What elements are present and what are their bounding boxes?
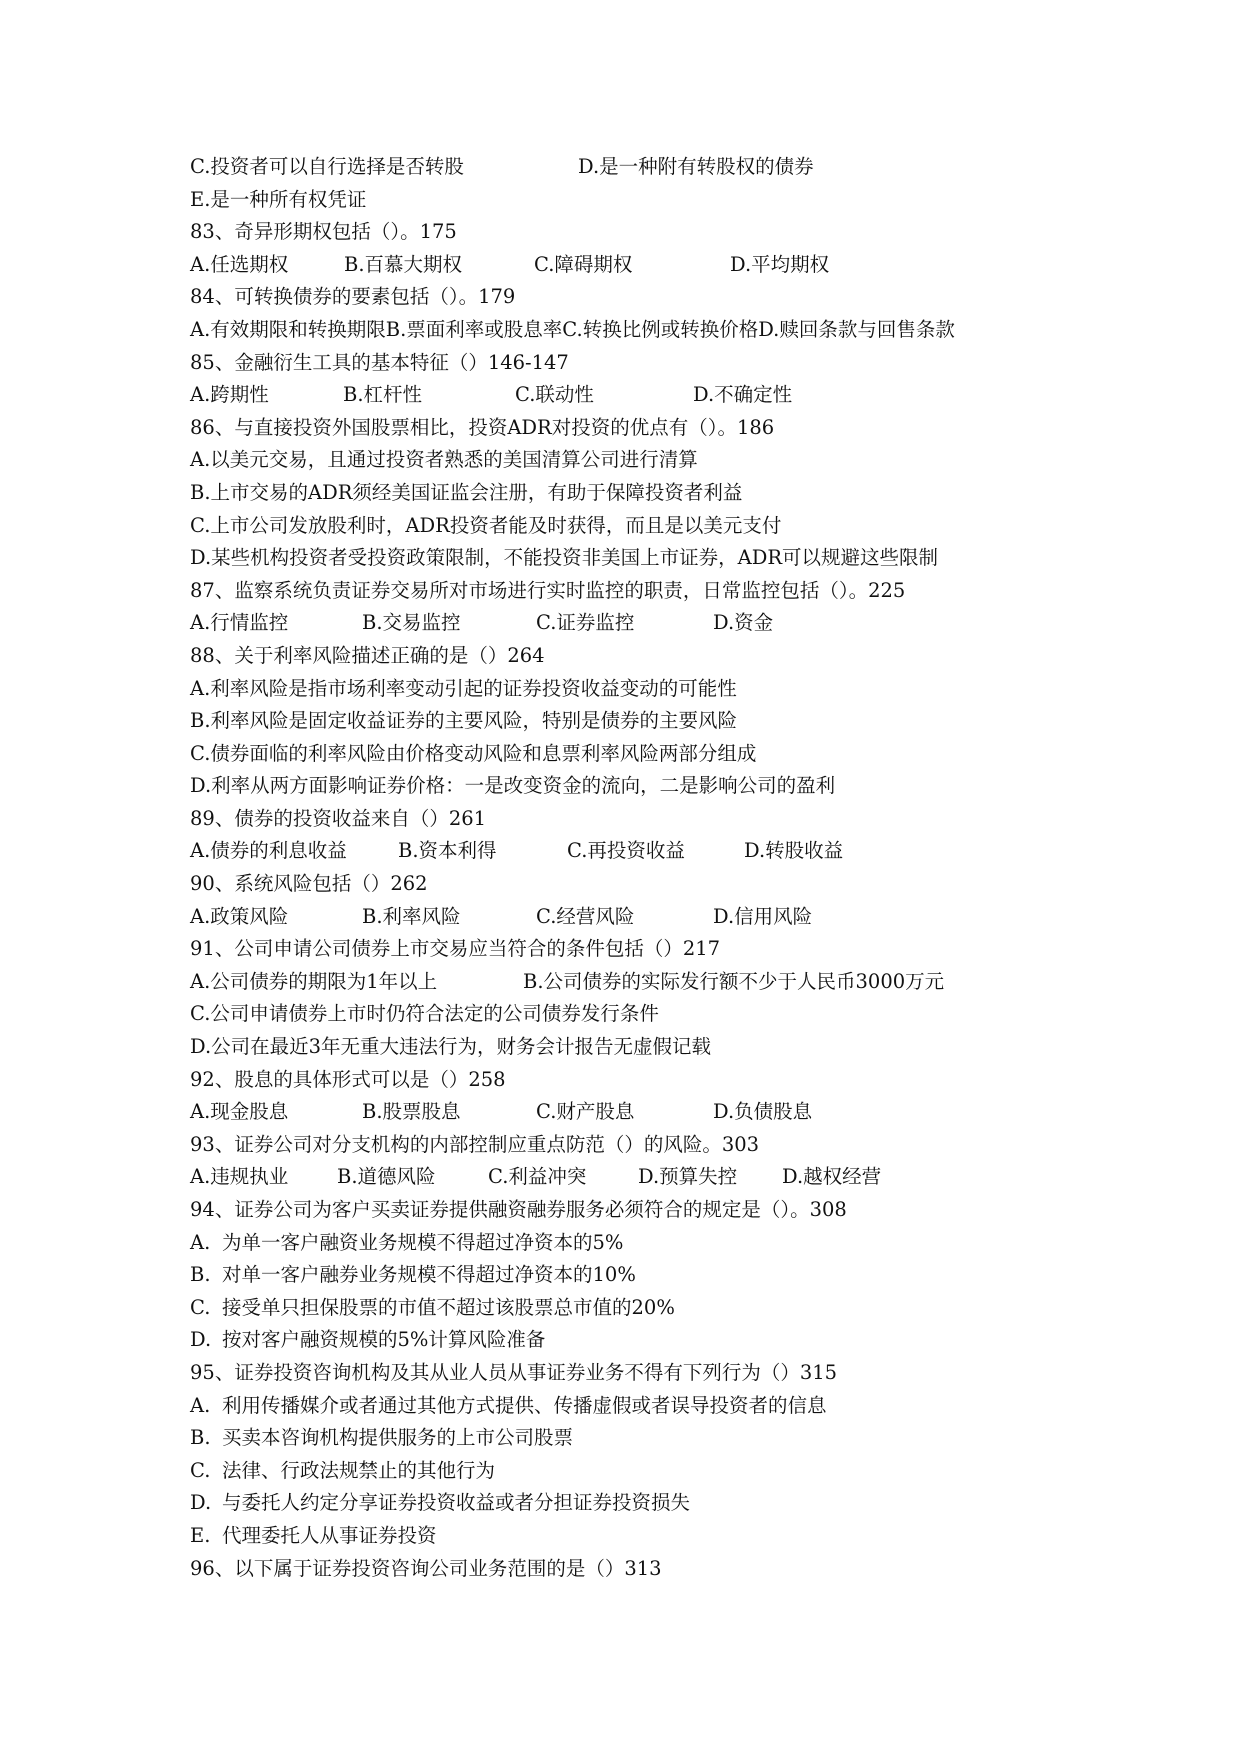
text-line xyxy=(190,314,1090,347)
text-segment: C.债券面临的利率风险由价格变动风险和息票利率风险两部分组成 xyxy=(190,741,757,765)
text-segment: D.越权经营 xyxy=(782,1165,882,1189)
text-segment: E.是一种所有权凭证 xyxy=(190,187,367,211)
text-segment: A.现金股息 xyxy=(190,1100,289,1124)
text-segment: A.利率风险是指市场利率变动引起的证券投资收益变动的可能性 xyxy=(190,676,737,700)
text-segment: D.信用风险 xyxy=(713,904,813,928)
text-line xyxy=(190,1096,1090,1129)
text-segment: A. xyxy=(190,1230,211,1254)
text-line xyxy=(190,347,1090,380)
text-segment: D.资金 xyxy=(713,611,774,635)
text-line xyxy=(190,542,1090,575)
text-segment: 对单一客户融券业务规模不得超过净资本的10% xyxy=(222,1263,636,1287)
text-segment: B.利率风险 xyxy=(362,904,461,928)
text-line xyxy=(190,444,1090,477)
text-segment: D.预算失控 xyxy=(638,1165,738,1189)
text-segment: B. xyxy=(190,1263,211,1287)
text-segment: 法律、行政法规禁止的其他行为 xyxy=(222,1458,496,1482)
text-segment: A. xyxy=(190,1393,211,1417)
text-segment: A.任选期权 xyxy=(190,252,289,276)
text-segment: B.利率风险是固定收益证券的主要风险，特别是债券的主要风险 xyxy=(190,709,738,733)
text-segment: A.有效期限和转换期限B.票面利率或股息率C.转换比例或转换价格D.赎回条款与回售条款 xyxy=(190,317,955,341)
text-segment: 与委托人约定分享证券投资收益或者分担证券投资损失 xyxy=(222,1491,691,1515)
document-body xyxy=(190,151,1090,1585)
text-segment: C.上市公司发放股利时，ADR投资者能及时获得，而且是以美元支付 xyxy=(190,513,782,537)
text-segment: A.公司债券的期限为1年以上 xyxy=(190,969,438,993)
text-segment: 93、证券公司对分支机构的内部控制应重点防范（）的风险。303 xyxy=(190,1132,760,1156)
text-segment: 96、以下属于证券投资咨询公司业务范围的是（）313 xyxy=(190,1556,662,1580)
text-segment: D.转股收益 xyxy=(744,839,844,863)
text-segment: 接受单只担保股票的市值不超过该股票总市值的20% xyxy=(222,1295,675,1319)
text-line xyxy=(190,1031,1090,1064)
text-segment: C.证券监控 xyxy=(536,611,635,635)
text-segment: 87、监察系统负责证券交易所对市场进行实时监控的职责，日常监控包括（）。225 xyxy=(190,578,906,602)
text-segment: 90、系统风险包括（）262 xyxy=(190,872,428,896)
text-segment: C.利益冲突 xyxy=(488,1165,587,1189)
text-line xyxy=(190,1357,1090,1390)
text-segment: D.公司在最近3年无重大违法行为，财务会计报告无虚假记载 xyxy=(190,1035,712,1059)
text-line xyxy=(190,933,1090,966)
text-segment: A.政策风险 xyxy=(190,904,289,928)
text-segment: 88、关于利率风险描述正确的是（）264 xyxy=(190,643,545,667)
text-segment: 按对客户融资规模的5%计算风险准备 xyxy=(222,1328,546,1352)
text-line xyxy=(190,575,1090,608)
text-line xyxy=(190,803,1090,836)
text-line xyxy=(190,1455,1090,1488)
text-line xyxy=(190,966,1090,999)
text-segment: 86、与直接投资外国股票相比，投资ADR对投资的优点有（）。186 xyxy=(190,415,775,439)
text-line xyxy=(190,151,1090,184)
text-segment: D. xyxy=(190,1491,212,1515)
text-line xyxy=(190,868,1090,901)
text-segment: B.公司债券的实际发行额不少于人民币3000万元 xyxy=(523,969,945,993)
text-segment: 94、证券公司为客户买卖证券提供融资融券服务必须符合的规定是（）。308 xyxy=(190,1198,847,1221)
text-segment: 89、债券的投资收益来自（）261 xyxy=(190,806,487,830)
text-segment: D.平均期权 xyxy=(730,252,830,276)
text-line xyxy=(190,1520,1090,1553)
text-segment: C.投资者可以自行选择是否转股 xyxy=(190,155,464,178)
text-segment: D.是一种附有转股权的债券 xyxy=(578,155,814,178)
text-line xyxy=(190,673,1090,706)
text-line xyxy=(190,901,1090,934)
text-line xyxy=(190,1227,1090,1260)
text-line xyxy=(190,640,1090,673)
text-segment: C.财产股息 xyxy=(536,1100,635,1124)
text-segment: D.不确定性 xyxy=(693,383,793,407)
text-segment: 利用传播媒介或者通过其他方式提供、传播虚假或者误导投资者的信息 xyxy=(222,1393,827,1417)
text-line xyxy=(190,1064,1090,1097)
text-line xyxy=(190,1194,1090,1227)
text-line xyxy=(190,1161,1090,1194)
text-segment: C.公司申请债券上市时仍符合法定的公司债券发行条件 xyxy=(190,1002,659,1026)
text-line xyxy=(190,1390,1090,1423)
text-segment: C.再投资收益 xyxy=(567,839,685,863)
text-segment: B.道德风险 xyxy=(337,1165,436,1189)
text-line xyxy=(190,216,1090,249)
text-segment: 代理委托人从事证券投资 xyxy=(222,1523,437,1547)
text-segment: E. xyxy=(190,1523,211,1547)
text-line xyxy=(190,1292,1090,1325)
text-line xyxy=(190,412,1090,445)
text-segment: D.利率从两方面影响证券价格：一是改变资金的流向，二是影响公司的盈利 xyxy=(190,774,836,798)
text-segment: B. xyxy=(190,1426,211,1450)
text-segment: B.资本利得 xyxy=(398,839,497,863)
text-line xyxy=(190,477,1090,510)
text-segment: D.负债股息 xyxy=(713,1100,813,1124)
text-segment: D. xyxy=(190,1328,212,1352)
text-line xyxy=(190,998,1090,1031)
text-line xyxy=(190,835,1090,868)
text-line xyxy=(190,607,1090,640)
text-segment: A.以美元交易，且通过投资者熟悉的美国清算公司进行清算 xyxy=(190,448,698,472)
text-segment: 91、公司申请公司债券上市交易应当符合的条件包括（）217 xyxy=(190,937,721,961)
text-segment: 83、奇异形期权包括（）。175 xyxy=(190,220,457,244)
text-segment: B.杠杆性 xyxy=(343,383,423,407)
text-segment: 95、证券投资咨询机构及其从业人员从事证券业务不得有下列行为（）315 xyxy=(190,1360,838,1384)
text-segment: 买卖本咨询机构提供服务的上市公司股票 xyxy=(222,1426,574,1450)
text-segment: B.交易监控 xyxy=(362,611,461,635)
text-segment: C.障碍期权 xyxy=(534,252,633,276)
text-line xyxy=(190,281,1090,314)
text-segment: C.经营风险 xyxy=(536,904,635,928)
text-line xyxy=(190,705,1090,738)
text-line xyxy=(190,1129,1090,1162)
text-segment: D.某些机构投资者受投资政策限制，不能投资非美国上市证券，ADR可以规避这些限制 xyxy=(190,546,939,570)
text-line xyxy=(190,379,1090,412)
text-segment: 92、股息的具体形式可以是（）258 xyxy=(190,1067,506,1091)
text-line xyxy=(190,1324,1090,1357)
text-line xyxy=(190,1259,1090,1292)
text-segment: 为单一客户融资业务规模不得超过净资本的5% xyxy=(222,1230,624,1254)
text-segment: 85、金融衍生工具的基本特征（）146-147 xyxy=(190,350,569,374)
text-segment: C. xyxy=(190,1295,211,1319)
text-segment: C. xyxy=(190,1458,211,1482)
text-line xyxy=(190,738,1090,771)
text-segment: B.百慕大期权 xyxy=(344,252,463,276)
text-line xyxy=(190,1422,1090,1455)
text-line xyxy=(190,249,1090,282)
text-segment: C.联动性 xyxy=(515,383,594,407)
text-segment: 84、可转换债券的要素包括（）。179 xyxy=(190,285,516,309)
text-line xyxy=(190,184,1090,217)
text-segment: A.债券的利息收益 xyxy=(190,839,347,863)
text-segment: A.跨期性 xyxy=(190,383,269,407)
text-line xyxy=(190,770,1090,803)
text-segment: B.上市交易的ADR须经美国证监会注册，有助于保障投资者利益 xyxy=(190,480,743,504)
text-segment: A.违规执业 xyxy=(190,1165,289,1189)
text-segment: B.股票股息 xyxy=(362,1100,461,1124)
text-line xyxy=(190,1553,1090,1586)
text-line xyxy=(190,1487,1090,1520)
text-line xyxy=(190,510,1090,543)
text-segment: A.行情监控 xyxy=(190,611,289,635)
